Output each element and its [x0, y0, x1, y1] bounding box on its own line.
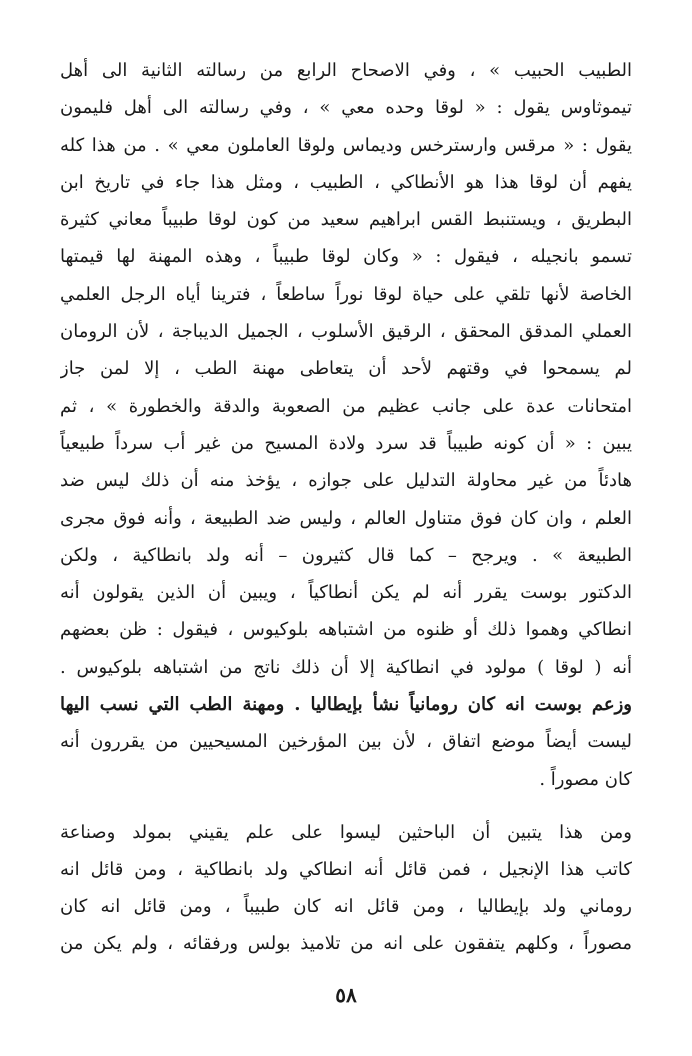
text-line: ومن هذا يتبين أن الباحثين ليسوا على علم يقيني بمولد وصناعة: [60, 822, 632, 843]
text-line: تسمو بانجيله ، فيقول : « وكان لوقا طبيباً ، وهذه المهنة لها قيمتها: [60, 246, 632, 268]
text-line: الطبيعة » . ويرجح – كما قال كثيرون – أنه ولد بانطاكية ، ولكن: [60, 544, 632, 566]
text-line: الدكتور بوست يقرر أنه لم يكن أنطاكياً ، ويبين أن الذين يقولون أنه: [60, 582, 632, 604]
text-line: تيموثاوس يقول : « لوقا وحده معي » ، وفي رسالته الى أهل فليمون: [60, 97, 632, 119]
text-line: يبين : « أن كونه طبيباً قد سرد ولادة المسيح من غير أب سرداً طبيعياً: [60, 432, 632, 454]
text-line: العملي المدقق المحقق ، الرقيق الأسلوب ، الجميل الديباجة ، لأن الرومان: [60, 321, 632, 343]
text-line: ليست أيضاً موضع اتفاق ، لأن بين المؤرخين المسيحيين من يقررون أنه: [60, 731, 632, 753]
text-line: الخاصة لأنها تلقي على حياة لوقا نوراً ساطعاً ، فترينا أياه الرجل العلمي: [60, 283, 632, 305]
text-line: روماني ولد بإيطاليا ، ومن قائل انه كان طبيباً ، ومن قائل انه كان: [60, 896, 632, 917]
text-line: كاتب هذا الإنجيل ، فمن قائل أنه انطاكي ولد بانطاكية ، ومن قائل انه: [60, 859, 632, 880]
page-number: ٥٨: [335, 983, 357, 1007]
text-line: هادئاً من غير محاولة التدليل على جوازه ، يؤخذ منه أن ذلك ليس ضد: [60, 470, 632, 492]
text-line: أنه ( لوقا ) مولود في انطاكية إلا أن ذلك ناتج من اشتباهه بلوكيوس .: [60, 656, 632, 678]
text-line: انطاكي وهموا ذلك أو ظنوه من اشتباهه بلوكيوس ، فيقول : ظن بعضهم: [60, 619, 632, 641]
text-line: كان مصوراً .: [539, 768, 632, 790]
text-line: العلم ، وان كان فوق متناول العالم ، وليس ضد الطبيعة ، وأنه فوق مجرى: [60, 507, 632, 529]
text-line: وزعم بوست انه كان رومانياً نشأ بإيطاليا . ومهنة الطب التي نسب اليها: [60, 694, 632, 716]
text-line: يقول : « مرقس وارسترخس وديماس ولوقا العاملون معي » . من هذا كله: [60, 134, 632, 156]
text-line: البطريق ، ويستنبط القس ابراهيم سعيد من كون لوقا طبيباً معاني كثيرة: [60, 209, 632, 231]
text-line: امتحانات عدة على جانب عظيم من الصعوبة والدقة والخطورة » ، ثم: [60, 395, 632, 417]
text-line: يفهم أن لوقا هذا هو الأنطاكي ، الطبيب ، ومثل هذا جاء في تاريخ ابن: [60, 171, 632, 193]
text-line: مصوراً ، وكلهم يتفقون على انه من تلاميذ بولس ورفقائه ، ولم يكن من: [60, 933, 632, 954]
paragraph-2: [60, 814, 632, 962]
paragraph-1: [60, 52, 632, 798]
text-line: لم يسمحوا في وقتهم لأحد أن يتعاطى مهنة الطب ، إلا لمن جاز: [60, 358, 632, 380]
text-line: الطبيب الحبيب » ، وفي الاصحاح الرابع من رسالته الثانية الى أهل: [60, 60, 632, 81]
